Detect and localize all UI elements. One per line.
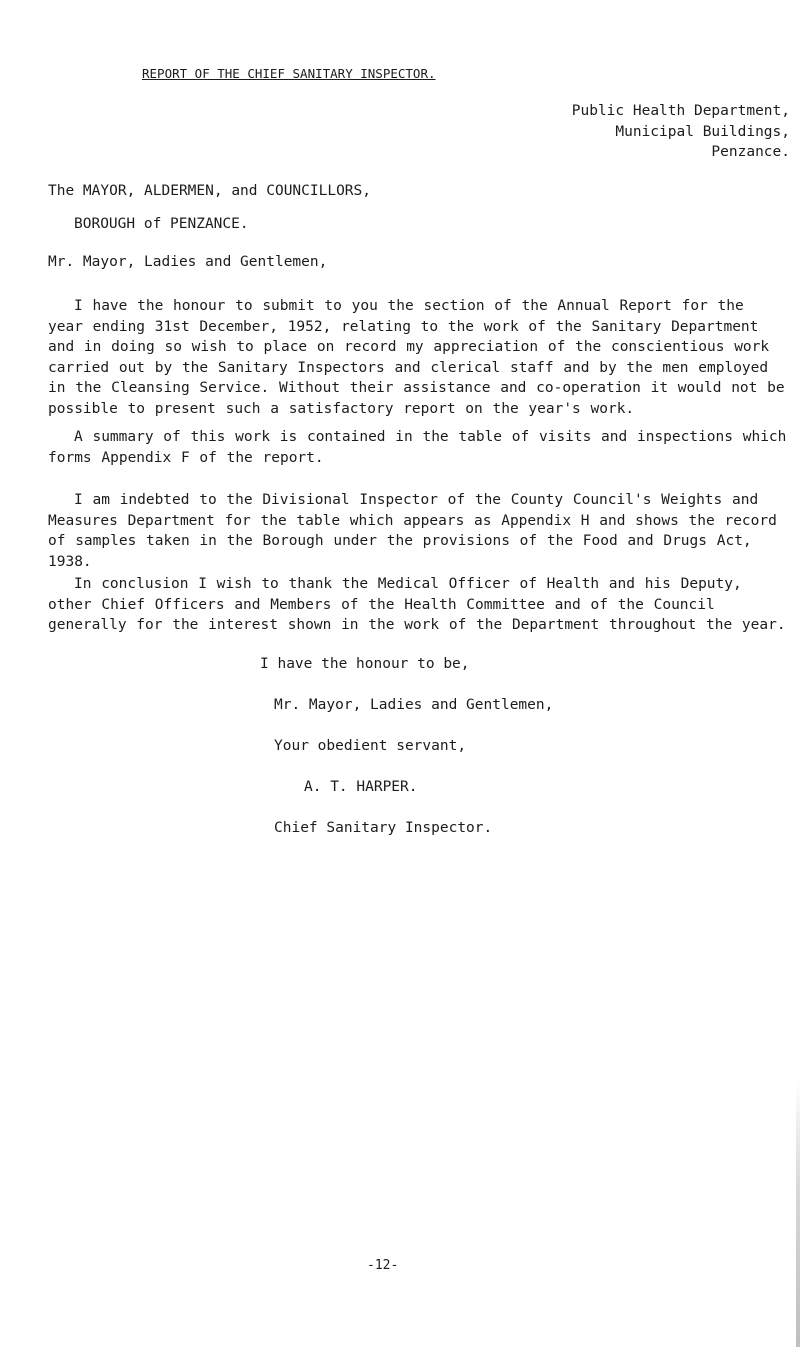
paragraph-weights-measures: I am indebted to the Divisional Inspector of the County Council's Weights and Measures Department for the table which appears as Appendix H and shows the record of samples taken in the Borough under the provisions of the Food and Drugs Act, 1938. — [48, 492, 777, 570]
addressee-block — [48, 181, 371, 234]
address-line-buildings: Municipal Buildings, — [615, 123, 790, 140]
paragraph-introduction: I have the honour to submit to you the section of the Annual Report for the year ending 31st December, 1952, relating to the work of the Sanitary Department and in doing so wish to place on record my appreciation of the conscientious work carried out by the Sanitary Inspectors and clerical staff and by the men employed in the Cleansing Service. Without their assistance and co-operation it would not be possible to present such a satisfactory report on the year's work. — [48, 298, 785, 417]
closing-block — [260, 654, 553, 859]
report-heading: REPORT OF THE CHIEF SANITARY INSPECTOR. — [142, 66, 436, 81]
signature-title: Chief Sanitary Inspector. — [274, 820, 493, 836]
closing-salutation: Mr. Mayor, Ladies and Gentlemen, — [274, 697, 554, 713]
addressee-line-council: The MAYOR, ALDERMEN, and COUNCILLORS, — [48, 183, 372, 199]
closing-servant: Your obedient servant, — [274, 738, 467, 754]
paragraph-conclusion: In conclusion I wish to thank the Medical Officer of Health and his Deputy, other Chief Officers and Members of the Health Committee and of the Council generally for the interest shown in the work of the Department throughout the year. — [48, 576, 786, 633]
sender-address — [500, 101, 790, 163]
address-line-town: Penzance. — [711, 144, 790, 160]
closing-honour: I have the honour to be, — [260, 656, 470, 672]
scan-edge-shadow — [796, 1080, 800, 1347]
paragraph-summary: A summary of this work is contained in the table of visits and inspections which forms Appendix F of the report. — [48, 429, 787, 466]
addressee-line-borough: BOROUGH of PENZANCE. — [74, 215, 249, 232]
greeting: Mr. Mayor, Ladies and Gentlemen, — [48, 254, 328, 270]
page-number: -12- — [367, 1258, 399, 1273]
signature-name: A. T. HARPER. — [304, 779, 418, 795]
address-line-department: Public Health Department, — [571, 103, 790, 119]
